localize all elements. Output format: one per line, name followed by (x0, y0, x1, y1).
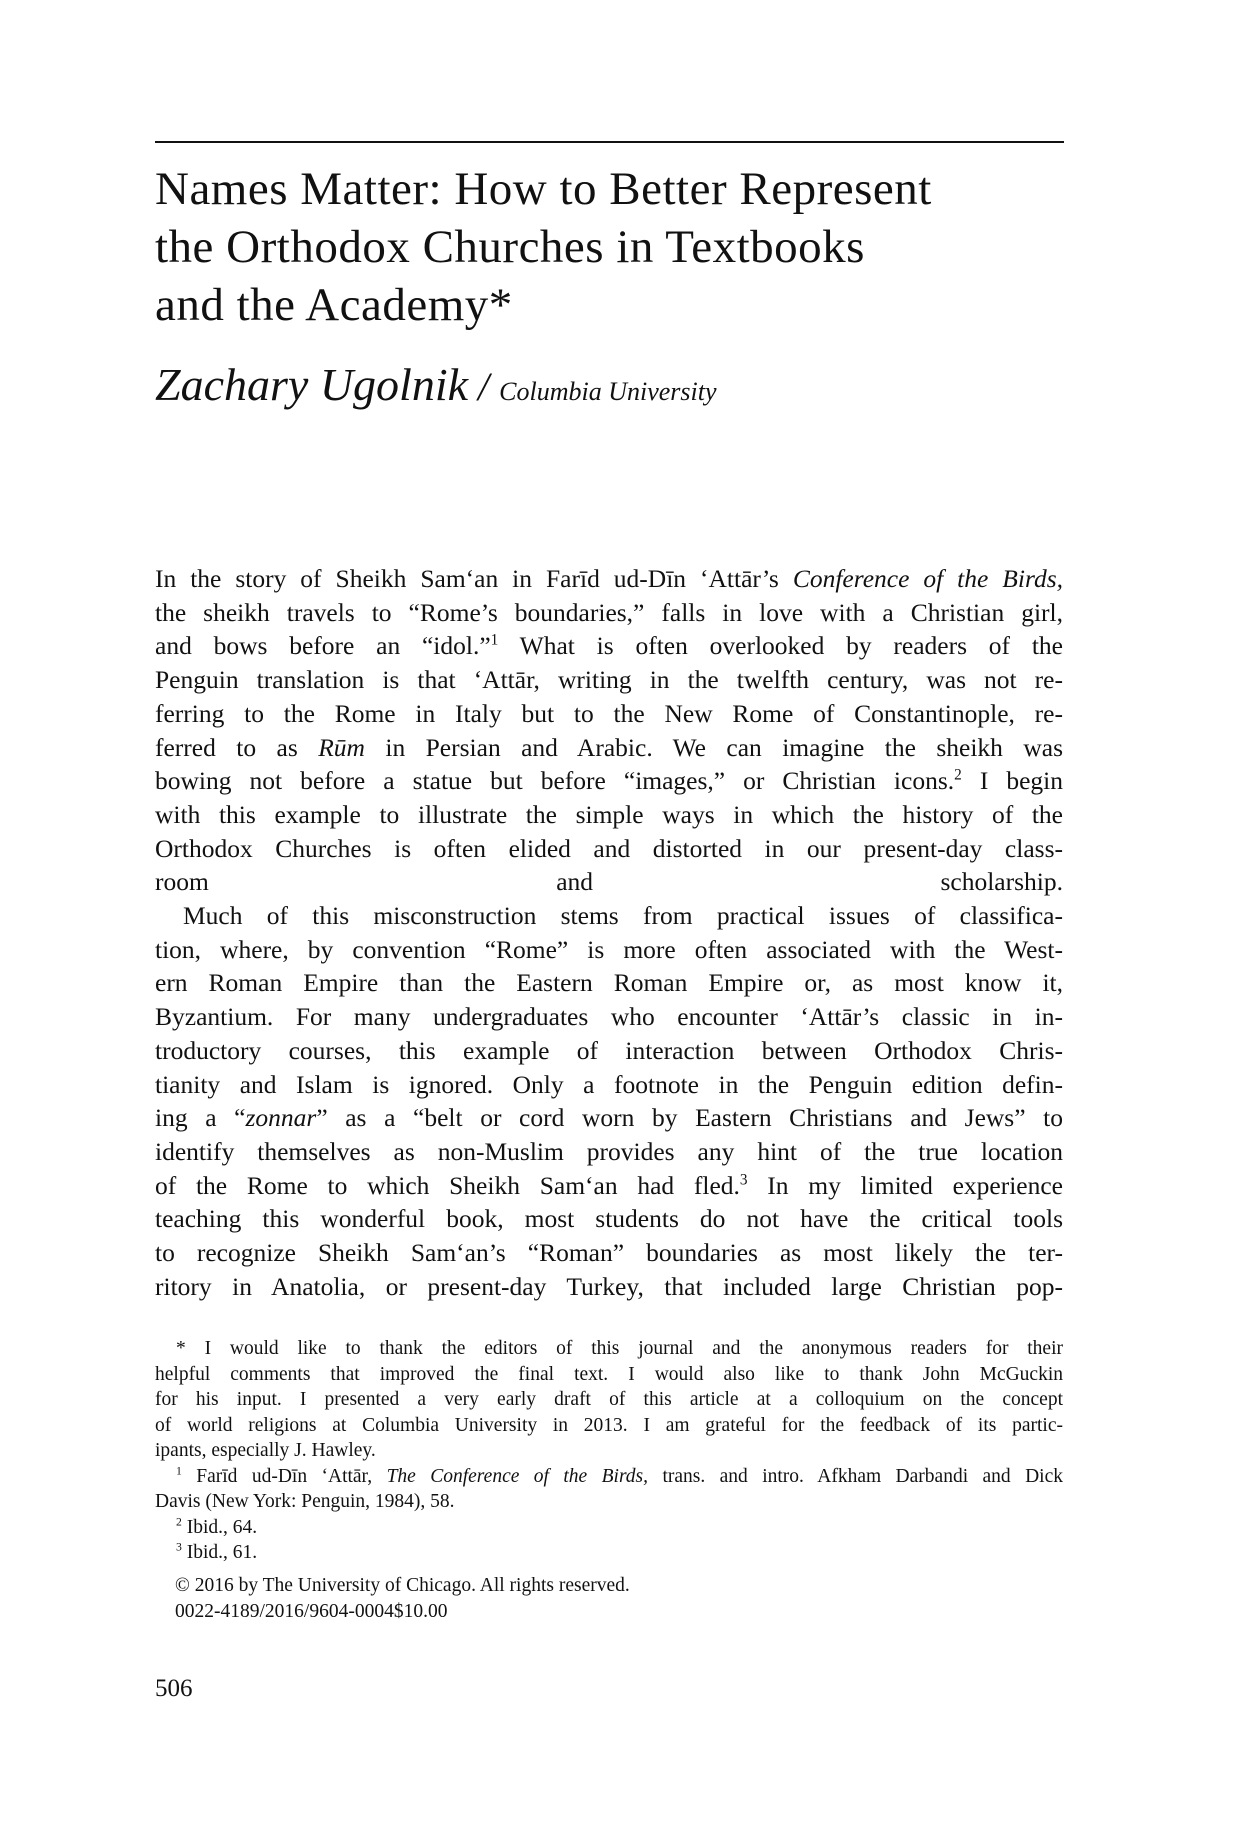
text-line: bowing not before a statue but before “images,” or Christian icons.$^2$ I begin (155, 766, 1063, 796)
text-line: to recognize Sheikh Sam‘an’s “Roman” boundaries as most likely the ter- (155, 1238, 1063, 1268)
byline-separator: / (478, 364, 490, 409)
text-line: Much of this misconstruction stems from practical issues of classifica- (183, 901, 1063, 931)
text-line: tianity and Islam is ignored. Only a footnote in the Penguin edition defin- (155, 1069, 1063, 1099)
text-line: Orthodox Churches is often elided and distorted in our present-day class- (155, 833, 1063, 863)
copyright-block (175, 1573, 630, 1624)
footnote-mark: 3 (176, 1540, 182, 1554)
text-line: of the Rome to which Sheikh Sam‘an had fled.$^3$ In my limited experience (155, 1170, 1063, 1200)
title-line: Names Matter: How to Better Represent (155, 163, 932, 215)
title-line: and the Academy* (155, 279, 513, 331)
text-line: Penguin translation is that ‘Attār, writing in the twelfth century, was not re- (155, 665, 1063, 695)
byline (155, 358, 717, 411)
text-line: with this example to illustrate the simple ways in which the history of the (155, 799, 1063, 829)
text-line: In the story of Sheikh Sam‘an in Farīd ud-Dīn ‘Attār’s Conference of the Birds, (155, 564, 1063, 593)
footnote-line: of world religions at Columbia University in 2013. I am grateful for the feedback of its partic- (155, 1414, 1063, 1436)
footnote-line: ipants, especially J. Hawley. (155, 1440, 376, 1461)
text-line: teaching this wonderful book, most students do not have the critical tools (155, 1204, 1063, 1234)
paragraph (155, 899, 1063, 1303)
footnote-line: Davis (New York: Penguin, 1984), 58. (155, 1491, 455, 1512)
footnotes (155, 1336, 1063, 1566)
footnote-mark: 2 (176, 1515, 182, 1528)
page-number: 506 (155, 1675, 193, 1702)
top-rule (155, 141, 1064, 143)
footnote-2: $^2$ Ibid., 64. (176, 1515, 258, 1538)
issn-code: 0022-4189/2016/9604-0004$10.00 (175, 1600, 448, 1622)
footnote-3: $^3$ Ibid., 61. (176, 1540, 258, 1563)
text-line: ferred to as Rūm in Persian and Arabic. We can imagine the sheikh was (155, 732, 1063, 762)
footnote-ref[interactable]: 2 (954, 766, 962, 784)
title-line: the Orthodox Churches in Textbooks (155, 221, 865, 273)
footnote-line: * I would like to thank the editors of this journal and the anonymous readers for their (176, 1338, 1063, 1359)
text-line: ferring to the Rome in Italy but to the New Rome of Constantinople, re- (155, 698, 1063, 728)
text-line: tion, where, by convention “Rome” is more often associated with the West- (155, 934, 1063, 964)
text-line: ritory in Anatolia, or present-day Turkey, that included large Christian pop- (155, 1271, 1063, 1301)
author-name: Zachary Ugolnik (155, 359, 469, 410)
article-title (155, 160, 1075, 334)
article-body (155, 562, 1063, 1303)
copyright-notice: © 2016 by The University of Chicago. All rights reserved. (175, 1575, 630, 1596)
author-affiliation: Columbia University (499, 377, 717, 406)
text-line: identify themselves as non-Muslim provides any hint of the true location (155, 1136, 1063, 1166)
footnote-1: $^1$ Farīd ud-Dīn ‘Attār, The Conference of the Birds, trans. and intro. Afkham Darbandi and Dick (176, 1464, 1064, 1487)
footnote-ref[interactable]: 1 (490, 631, 499, 649)
text-line: the sheikh travels to “Rome’s boundaries,” falls in love with a Christian girl, (155, 597, 1063, 627)
text-line: troductory courses, this example of interaction between Orthodox Chris- (155, 1035, 1063, 1065)
text-line: Byzantium. For many undergraduates who encounter ‘Attār’s classic in in- (155, 1002, 1063, 1032)
text-line: ing a “zonnar” as a “belt or cord worn by Eastern Christians and Jews” to (155, 1103, 1063, 1133)
footnote-mark: 1 (176, 1464, 182, 1477)
text-line: ern Roman Empire than the Eastern Roman Empire or, as most know it, (155, 968, 1063, 998)
paragraph (155, 562, 1063, 899)
footnote-line: helpful comments that improved the final text. I would also like to thank John McGuckin (155, 1363, 1063, 1385)
footnote-line: for his input. I presented a very early draft of this article at a colloquium on the concept (155, 1389, 1063, 1410)
text-line: room and scholarship. (155, 867, 1063, 897)
footnote-ref[interactable]: 3 (739, 1171, 748, 1189)
text-line: and bows before an “idol.”$^1$ What is often overlooked by readers of the (155, 631, 1063, 661)
